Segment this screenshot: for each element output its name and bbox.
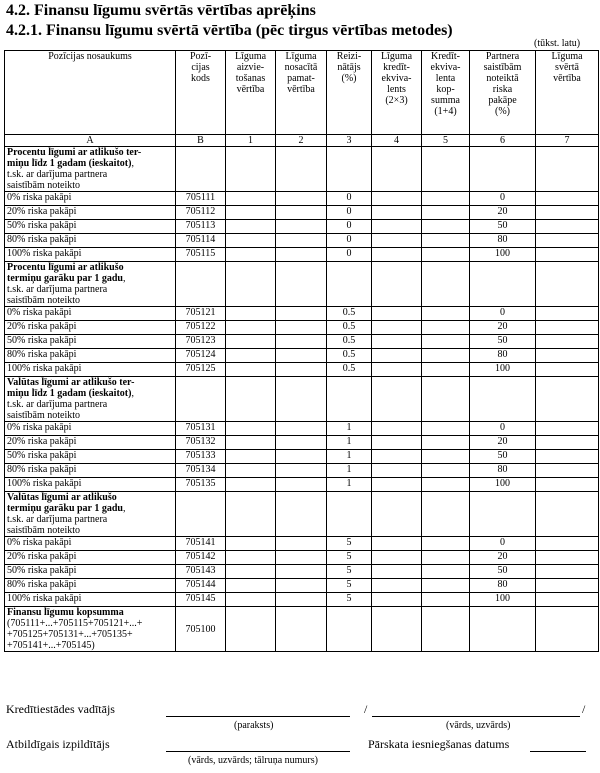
notional-value-cell[interactable] [276, 436, 327, 450]
notional-value-cell[interactable] [276, 464, 327, 478]
multiplier-cell: 0.5 [327, 307, 372, 321]
section-header-row [5, 147, 599, 192]
empty-cell [176, 377, 226, 422]
section-title-text: Valūtas līgumi ar atlikušo ter- miņu līdz 1 gadam (ieskaitot) [7, 377, 135, 399]
credit-equivalent-cell[interactable] [372, 206, 422, 220]
contracts-table [4, 50, 599, 652]
risk-level-label: 0% riska pakāpi [5, 192, 176, 206]
table-row [5, 450, 599, 464]
notional-value-cell[interactable] [276, 234, 327, 248]
empty-cell [327, 147, 372, 192]
letter-cell: B [176, 135, 226, 147]
replacement-value-cell[interactable] [226, 422, 276, 436]
table-row [5, 349, 599, 363]
risk-level-label: 0% riska pakāpi [5, 307, 176, 321]
replacement-value-cell[interactable] [226, 220, 276, 234]
weighted-value-cell[interactable] [536, 335, 599, 349]
weighted-value-cell[interactable] [536, 363, 599, 377]
table-row [5, 551, 599, 565]
replacement-value-cell[interactable] [226, 537, 276, 551]
replacement-value-cell[interactable] [226, 363, 276, 377]
weighted-value-cell[interactable] [536, 478, 599, 492]
risk-weight-cell: 20 [470, 321, 536, 335]
total-value-cell[interactable] [536, 607, 599, 652]
weighted-value-cell[interactable] [536, 349, 599, 363]
empty-cell [226, 262, 276, 307]
empty-cell [536, 262, 599, 307]
weighted-value-cell[interactable] [536, 206, 599, 220]
table-row [5, 248, 599, 262]
section-title [5, 147, 176, 192]
credit-equivalent-cell[interactable] [372, 450, 422, 464]
total-value-cell[interactable] [276, 607, 327, 652]
empty-cell [470, 377, 536, 422]
table-row [5, 537, 599, 551]
signature-caption: (paraksts) [234, 720, 274, 731]
notional-value-cell[interactable] [276, 450, 327, 464]
replacement-value-cell[interactable] [226, 307, 276, 321]
risk-weight-cell: 80 [470, 464, 536, 478]
table-row [5, 436, 599, 450]
replacement-value-cell[interactable] [226, 192, 276, 206]
risk-weight-cell: 50 [470, 450, 536, 464]
risk-weight-cell: 80 [470, 234, 536, 248]
multiplier-cell: 0.5 [327, 363, 372, 377]
risk-level-label: 80% riska pakāpi [5, 579, 176, 593]
empty-cell [536, 147, 599, 192]
credit-equivalent-cell[interactable] [372, 579, 422, 593]
executor-caption: (vārds, uzvārds; tālruņa numurs) [188, 755, 318, 766]
empty-cell [422, 262, 470, 307]
multiplier-cell: 1 [327, 478, 372, 492]
multiplier-cell: 5 [327, 593, 372, 607]
header-code: Pozī- cijas kods [176, 51, 226, 135]
replacement-value-cell[interactable] [226, 321, 276, 335]
multiplier-cell: 0 [327, 206, 372, 220]
position-code: 705141 [176, 537, 226, 551]
table-row [5, 335, 599, 349]
replacement-value-cell[interactable] [226, 436, 276, 450]
empty-cell [422, 492, 470, 537]
section-title-tail: , t.sk. ar darījuma partnera saistībām noteikto [7, 503, 126, 536]
executor-line[interactable] [166, 751, 350, 752]
letter-cell: A [5, 135, 176, 147]
table-row [5, 234, 599, 248]
risk-weight-cell: 100 [470, 248, 536, 262]
weighted-value-cell[interactable] [536, 537, 599, 551]
risk-level-label: 50% riska pakāpi [5, 450, 176, 464]
notional-value-cell[interactable] [276, 321, 327, 335]
notional-value-cell[interactable] [276, 192, 327, 206]
risk-weight-cell: 50 [470, 565, 536, 579]
credit-equivalent-cell[interactable] [372, 551, 422, 565]
letter-cell: 7 [536, 135, 599, 147]
position-code: 705125 [176, 363, 226, 377]
empty-cell [276, 377, 327, 422]
section-header-row [5, 377, 599, 422]
credit-equivalent-cell[interactable] [372, 335, 422, 349]
weighted-value-cell[interactable] [536, 551, 599, 565]
weighted-value-cell[interactable] [536, 422, 599, 436]
risk-weight-cell: 80 [470, 579, 536, 593]
multiplier-cell: 1 [327, 436, 372, 450]
risk-level-label: 0% riska pakāpi [5, 537, 176, 551]
letter-cell: 2 [276, 135, 327, 147]
replacement-value-cell[interactable] [226, 551, 276, 565]
empty-cell [372, 147, 422, 192]
table-row [5, 363, 599, 377]
header-risk-weight: Partnera saistībām noteiktā riska pakāpe (%) [470, 51, 536, 135]
empty-cell [176, 492, 226, 537]
risk-level-label: 20% riska pakāpi [5, 436, 176, 450]
risk-level-label: 20% riska pakāpi [5, 321, 176, 335]
replacement-value-cell[interactable] [226, 464, 276, 478]
credit-equivalent-cell[interactable] [372, 220, 422, 234]
credit-equivalent-total-cell[interactable] [422, 206, 470, 220]
section-title-tail: , t.sk. ar darījuma partnera saistībām noteikto [7, 388, 134, 421]
letter-cell: 4 [372, 135, 422, 147]
risk-weight-cell: 50 [470, 335, 536, 349]
risk-level-label: 100% riska pakāpi [5, 363, 176, 377]
notional-value-cell[interactable] [276, 248, 327, 262]
empty-cell [422, 377, 470, 422]
risk-weight-cell: 100 [470, 363, 536, 377]
risk-weight-cell: 20 [470, 206, 536, 220]
notional-value-cell[interactable] [276, 551, 327, 565]
weighted-value-cell[interactable] [536, 450, 599, 464]
notional-value-cell[interactable] [276, 349, 327, 363]
section-title-tail: , t.sk. ar darījuma partnera saistībām noteikto [7, 273, 126, 306]
letter-cell: 6 [470, 135, 536, 147]
position-code: 705115 [176, 248, 226, 262]
credit-equivalent-cell[interactable] [372, 464, 422, 478]
risk-weight-cell: 50 [470, 220, 536, 234]
position-code: 705111 [176, 192, 226, 206]
risk-level-label: 80% riska pakāpi [5, 464, 176, 478]
weighted-value-cell[interactable] [536, 464, 599, 478]
empty-cell [276, 147, 327, 192]
replacement-value-cell[interactable] [226, 234, 276, 248]
risk-level-label: 100% riska pakāpi [5, 478, 176, 492]
table-row [5, 321, 599, 335]
credit-equivalent-cell[interactable] [372, 478, 422, 492]
notional-value-cell[interactable] [276, 537, 327, 551]
multiplier-cell: 0 [327, 248, 372, 262]
position-code: 705124 [176, 349, 226, 363]
replacement-value-cell[interactable] [226, 579, 276, 593]
section-title [5, 492, 176, 537]
risk-weight-cell: 100 [470, 593, 536, 607]
position-code: 705142 [176, 551, 226, 565]
total-formula: (705111+...+705115+705121+...+ +705125+705131+...+705135+ +705141+...+705145) [7, 618, 143, 651]
weighted-value-cell[interactable] [536, 220, 599, 234]
position-code: 705132 [176, 436, 226, 450]
credit-equivalent-cell[interactable] [372, 565, 422, 579]
table-row [5, 307, 599, 321]
empty-cell [470, 262, 536, 307]
column-letters-row [5, 135, 599, 147]
unit-note: (tūkst. latu) [534, 38, 581, 49]
head-label: Kredītiestādes vadītājs [6, 702, 115, 716]
risk-level-label: 80% riska pakāpi [5, 349, 176, 363]
weighted-value-cell[interactable] [536, 593, 599, 607]
total-label [5, 607, 176, 652]
weighted-value-cell[interactable] [536, 436, 599, 450]
weighted-value-cell[interactable] [536, 192, 599, 206]
letter-cell: 5 [422, 135, 470, 147]
empty-cell [327, 377, 372, 422]
risk-weight-cell: 0 [470, 422, 536, 436]
multiplier-cell: 0.5 [327, 335, 372, 349]
position-code: 705123 [176, 335, 226, 349]
multiplier-cell: 5 [327, 579, 372, 593]
name-caption: (vārds, uzvārds) [446, 720, 511, 731]
credit-equivalent-total-cell[interactable] [422, 593, 470, 607]
notional-value-cell[interactable] [276, 206, 327, 220]
replacement-value-cell[interactable] [226, 450, 276, 464]
total-code: 705100 [176, 607, 226, 652]
credit-equivalent-cell[interactable] [372, 436, 422, 450]
risk-weight-cell: 0 [470, 192, 536, 206]
risk-weight-cell: 20 [470, 551, 536, 565]
letter-cell: 3 [327, 135, 372, 147]
credit-equivalent-cell[interactable] [372, 422, 422, 436]
empty-cell [372, 262, 422, 307]
header-row [5, 51, 599, 135]
risk-level-label: 80% riska pakāpi [5, 234, 176, 248]
credit-equivalent-cell[interactable] [372, 234, 422, 248]
risk-level-label: 20% riska pakāpi [5, 551, 176, 565]
notional-value-cell[interactable] [276, 307, 327, 321]
section-title-text: Procentu līgumi ar atlikušo termiņu garāku par 1 gadu [7, 262, 124, 284]
total-row [5, 607, 599, 652]
header-credit-equivalent: Līguma kredīt- ekviva- lents (2×3) [372, 51, 422, 135]
credit-equivalent-total-cell[interactable] [422, 464, 470, 478]
executor-label: Atbildīgais izpildītājs [6, 737, 110, 751]
header-weighted-value: Līguma svērtā vērtība [536, 51, 599, 135]
notional-value-cell[interactable] [276, 579, 327, 593]
position-code: 705131 [176, 422, 226, 436]
position-code: 705143 [176, 565, 226, 579]
multiplier-cell: 0.5 [327, 349, 372, 363]
table-row [5, 579, 599, 593]
notional-value-cell[interactable] [276, 593, 327, 607]
credit-equivalent-total-cell[interactable] [422, 436, 470, 450]
multiplier-cell: 5 [327, 565, 372, 579]
empty-cell [372, 377, 422, 422]
notional-value-cell[interactable] [276, 422, 327, 436]
position-code: 705121 [176, 307, 226, 321]
position-code: 705122 [176, 321, 226, 335]
credit-equivalent-cell[interactable] [372, 192, 422, 206]
replacement-value-cell[interactable] [226, 593, 276, 607]
weighted-value-cell[interactable] [536, 321, 599, 335]
letter-cell: 1 [226, 135, 276, 147]
total-title: Finansu līgumu kopsumma [7, 607, 124, 618]
position-code: 705112 [176, 206, 226, 220]
empty-cell [176, 147, 226, 192]
empty-cell [536, 492, 599, 537]
credit-equivalent-cell[interactable] [372, 349, 422, 363]
slash-separator-end: / [582, 702, 586, 716]
weighted-value-cell[interactable] [536, 234, 599, 248]
credit-equivalent-cell[interactable] [372, 363, 422, 377]
risk-weight-cell: 80 [470, 349, 536, 363]
weighted-value-cell[interactable] [536, 565, 599, 579]
risk-weight-cell: 20 [470, 436, 536, 450]
credit-equivalent-total-cell[interactable] [422, 220, 470, 234]
date-line[interactable] [530, 751, 586, 752]
risk-weight-cell: 100 [470, 478, 536, 492]
position-code: 705133 [176, 450, 226, 464]
credit-equivalent-total-cell[interactable] [422, 192, 470, 206]
slash-separator: / [364, 702, 368, 716]
section-title-tail: , t.sk. ar darījuma partnera saistībām noteikto [7, 158, 134, 191]
total-value-cell[interactable] [422, 607, 470, 652]
weighted-value-cell[interactable] [536, 248, 599, 262]
empty-cell [276, 262, 327, 307]
empty-cell [327, 262, 372, 307]
replacement-value-cell[interactable] [226, 335, 276, 349]
risk-weight-cell: 0 [470, 307, 536, 321]
empty-cell [226, 492, 276, 537]
replacement-value-cell[interactable] [226, 248, 276, 262]
notional-value-cell[interactable] [276, 335, 327, 349]
section-header-row [5, 262, 599, 307]
credit-equivalent-cell[interactable] [372, 307, 422, 321]
multiplier-cell: 5 [327, 537, 372, 551]
replacement-value-cell[interactable] [226, 478, 276, 492]
total-value-cell[interactable] [327, 607, 372, 652]
total-value-cell[interactable] [372, 607, 422, 652]
section-title-text: Valūtas līgumi ar atlikušo termiņu garāku par 1 gadu [7, 492, 123, 514]
table-row [5, 422, 599, 436]
empty-cell [422, 147, 470, 192]
header-replacement-value: Līguma aizvie- tošanas vērtība [226, 51, 276, 135]
weighted-value-cell[interactable] [536, 307, 599, 321]
replacement-value-cell[interactable] [226, 349, 276, 363]
replacement-value-cell[interactable] [226, 206, 276, 220]
multiplier-cell: 0 [327, 220, 372, 234]
table-row [5, 192, 599, 206]
risk-level-label: 50% riska pakāpi [5, 335, 176, 349]
date-label: Pārskata iesniegšanas datums [368, 737, 510, 751]
section-header-row [5, 492, 599, 537]
risk-level-label: 50% riska pakāpi [5, 565, 176, 579]
position-code: 705134 [176, 464, 226, 478]
position-code: 705113 [176, 220, 226, 234]
section-title [5, 377, 176, 422]
credit-equivalent-total-cell[interactable] [422, 551, 470, 565]
credit-equivalent-cell[interactable] [372, 248, 422, 262]
credit-equivalent-cell[interactable] [372, 321, 422, 335]
credit-equivalent-total-cell[interactable] [422, 478, 470, 492]
header-credit-equivalent-total: Kredīt- ekviva- lenta kop- summa (1+4) [422, 51, 470, 135]
position-code: 705144 [176, 579, 226, 593]
credit-equivalent-total-cell[interactable] [422, 234, 470, 248]
risk-weight-cell: 0 [470, 537, 536, 551]
signature-line[interactable] [166, 716, 350, 717]
empty-cell [372, 492, 422, 537]
table-row [5, 206, 599, 220]
section-heading: 4.2. Finansu līgumu svērtās vērtības aprēķins [6, 2, 316, 19]
empty-cell [470, 147, 536, 192]
credit-equivalent-total-cell[interactable] [422, 349, 470, 363]
credit-equivalent-total-cell[interactable] [422, 422, 470, 436]
empty-cell [176, 262, 226, 307]
table-row [5, 220, 599, 234]
position-code: 705145 [176, 593, 226, 607]
risk-level-label: 100% riska pakāpi [5, 593, 176, 607]
total-value-cell[interactable] [226, 607, 276, 652]
multiplier-cell: 0.5 [327, 321, 372, 335]
credit-equivalent-total-cell[interactable] [422, 307, 470, 321]
credit-equivalent-total-cell[interactable] [422, 579, 470, 593]
multiplier-cell: 1 [327, 422, 372, 436]
risk-level-label: 50% riska pakāpi [5, 220, 176, 234]
header-multiplier: Reizi- nātājs (%) [327, 51, 372, 135]
empty-cell [536, 377, 599, 422]
table-row [5, 593, 599, 607]
notional-value-cell[interactable] [276, 220, 327, 234]
notional-value-cell[interactable] [276, 565, 327, 579]
name-line[interactable] [372, 716, 580, 717]
empty-cell [226, 147, 276, 192]
credit-equivalent-total-cell[interactable] [422, 248, 470, 262]
empty-cell [276, 492, 327, 537]
section-title-text: Procentu līgumi ar atlikušo ter- miņu līdz 1 gadam (ieskaitot) [7, 147, 142, 169]
multiplier-cell: 5 [327, 551, 372, 565]
weighted-value-cell[interactable] [536, 579, 599, 593]
credit-equivalent-total-cell[interactable] [422, 450, 470, 464]
total-value-cell[interactable] [470, 607, 536, 652]
empty-cell [226, 377, 276, 422]
empty-cell [470, 492, 536, 537]
notional-value-cell[interactable] [276, 363, 327, 377]
position-code: 705114 [176, 234, 226, 248]
credit-equivalent-total-cell[interactable] [422, 565, 470, 579]
multiplier-cell: 1 [327, 464, 372, 478]
header-notional-value: Līguma nosacītā pamat- vērtība [276, 51, 327, 135]
section-title [5, 262, 176, 307]
replacement-value-cell[interactable] [226, 565, 276, 579]
multiplier-cell: 0 [327, 234, 372, 248]
table-row [5, 478, 599, 492]
subsection-heading: 4.2.1. Finansu līgumu svērtā vērtība (pēc tirgus vērtības metodes) [6, 22, 453, 39]
notional-value-cell[interactable] [276, 478, 327, 492]
multiplier-cell: 0 [327, 192, 372, 206]
credit-equivalent-cell[interactable] [372, 593, 422, 607]
table-row [5, 464, 599, 478]
empty-cell [327, 492, 372, 537]
credit-equivalent-total-cell[interactable] [422, 335, 470, 349]
header-name: Pozīcijas nosaukums [5, 51, 176, 135]
credit-equivalent-total-cell[interactable] [422, 537, 470, 551]
table-row [5, 565, 599, 579]
position-code: 705135 [176, 478, 226, 492]
multiplier-cell: 1 [327, 450, 372, 464]
credit-equivalent-total-cell[interactable] [422, 321, 470, 335]
credit-equivalent-cell[interactable] [372, 537, 422, 551]
risk-level-label: 0% riska pakāpi [5, 422, 176, 436]
risk-level-label: 20% riska pakāpi [5, 206, 176, 220]
risk-level-label: 100% riska pakāpi [5, 248, 176, 262]
credit-equivalent-total-cell[interactable] [422, 363, 470, 377]
